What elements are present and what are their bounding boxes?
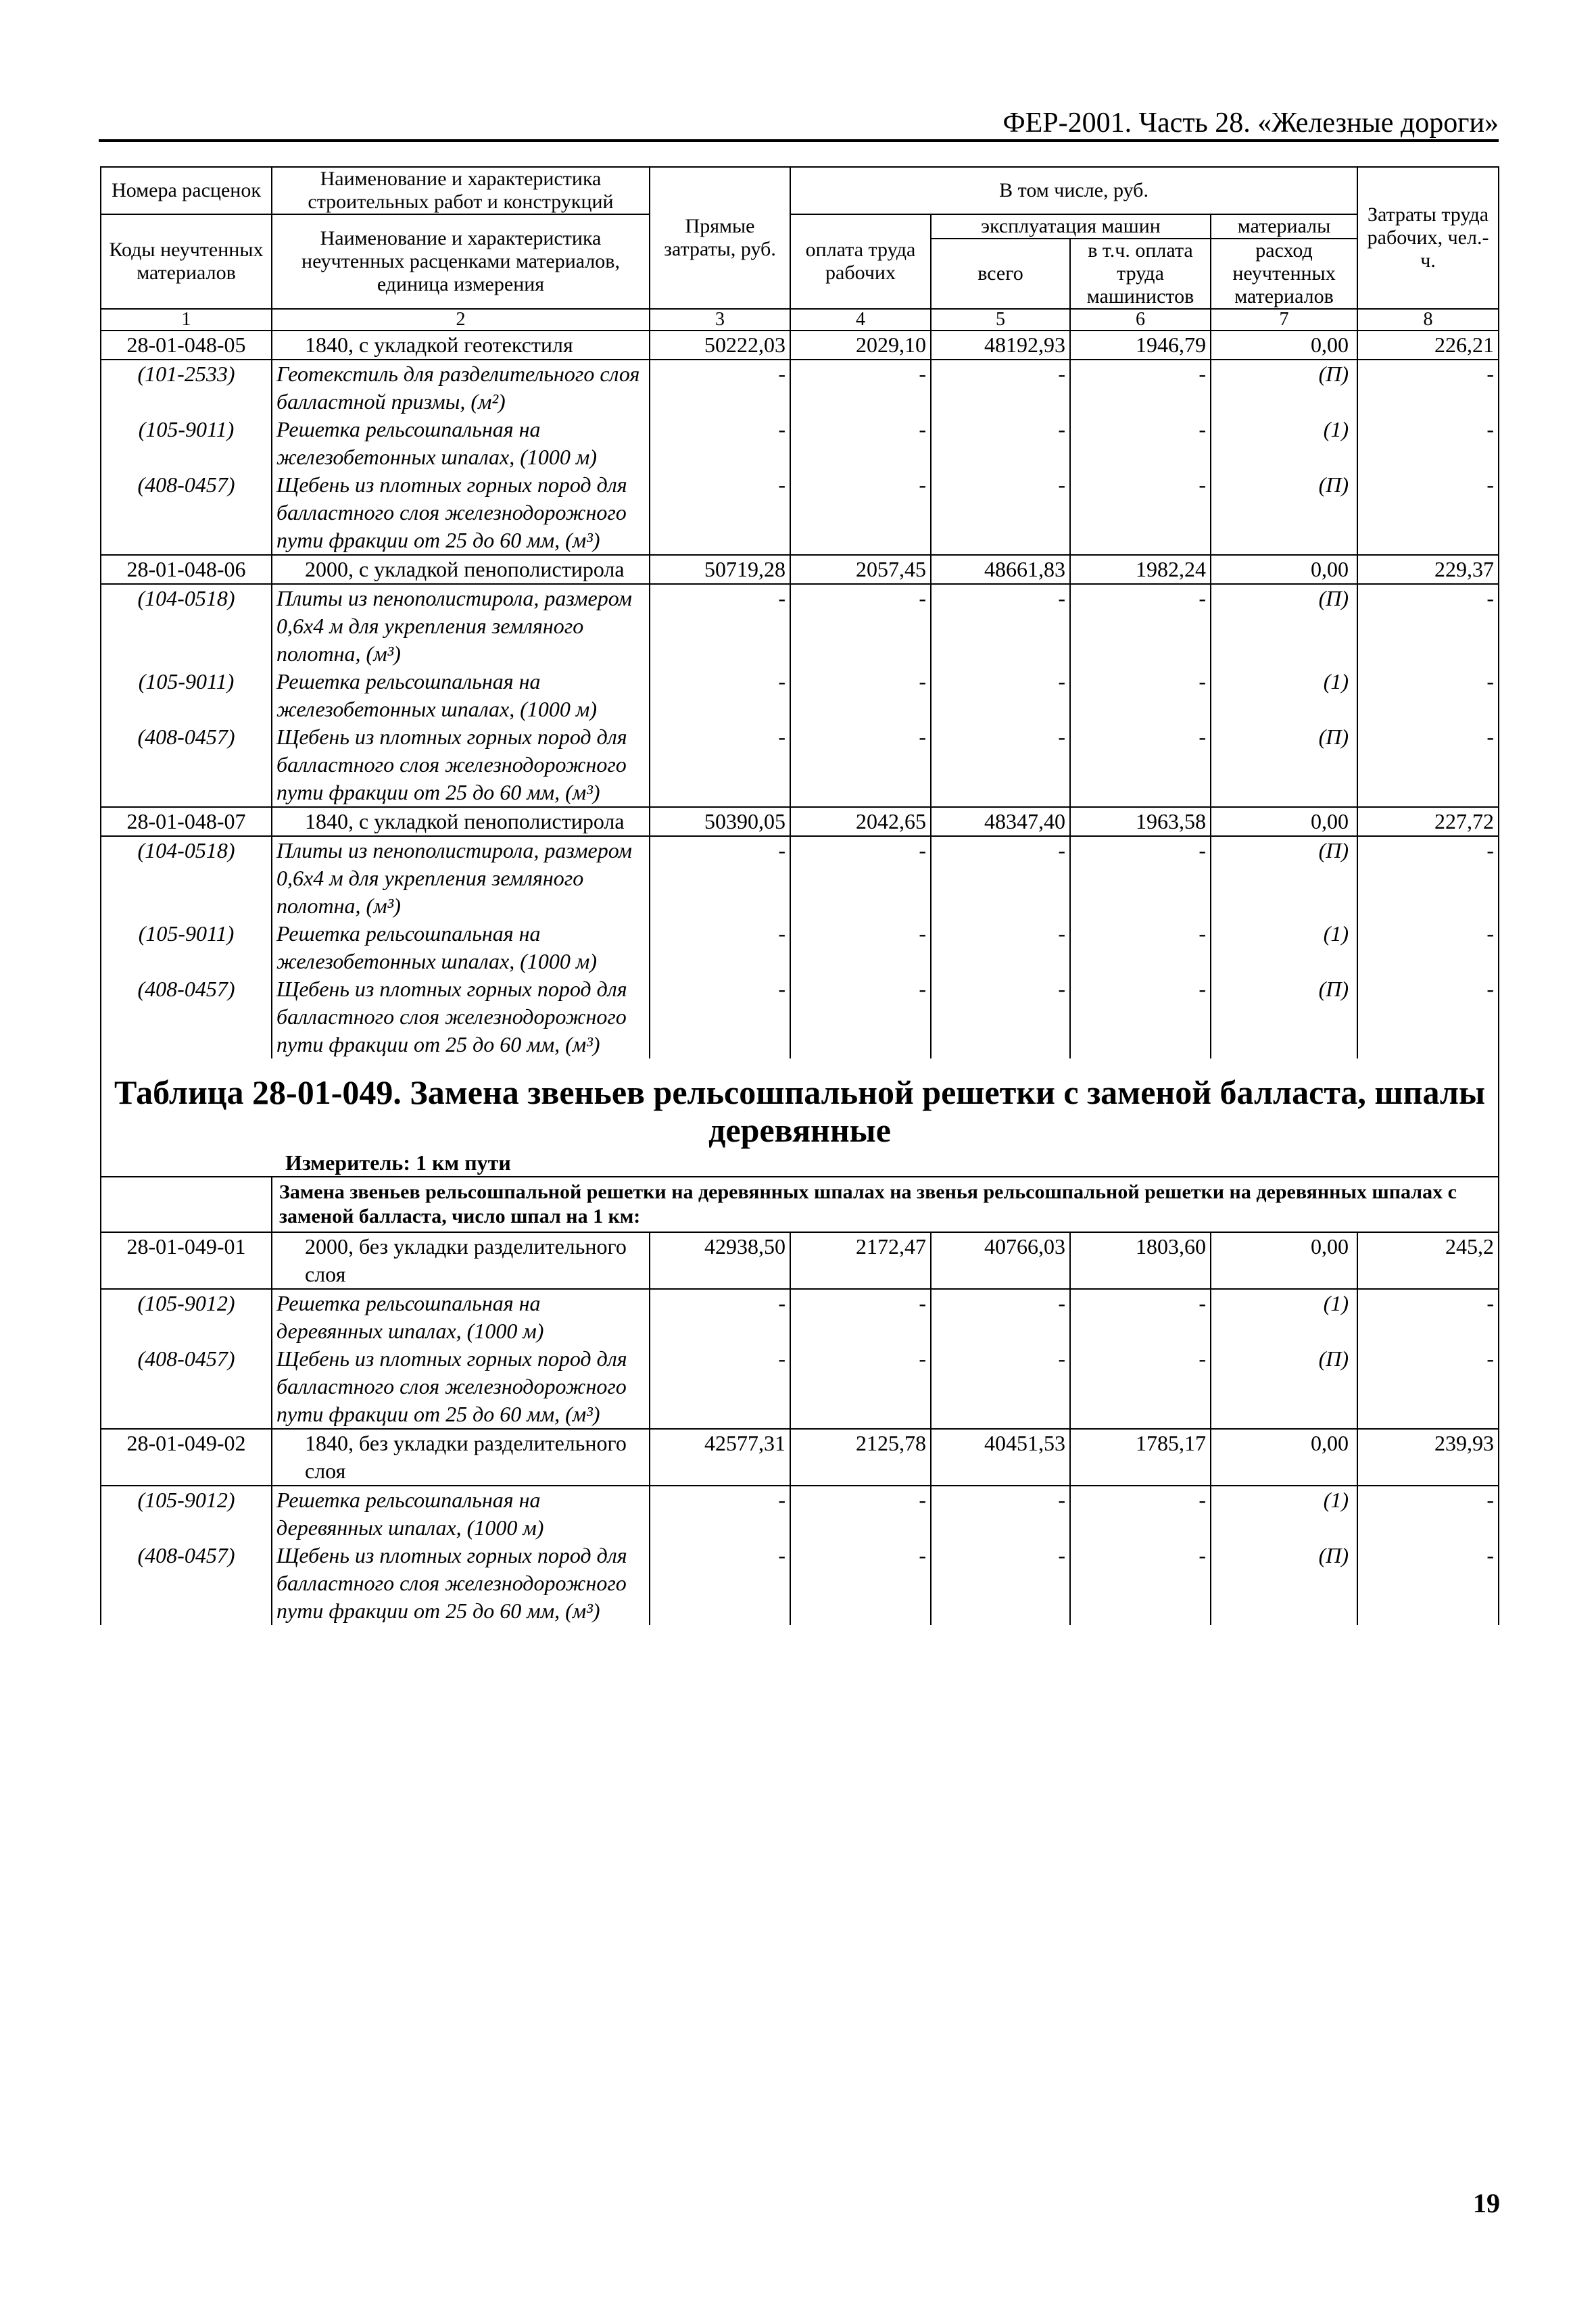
header-direct-costs: Прямые затраты, руб.	[650, 167, 790, 309]
header-material-name: Наименование и характеристика неучтенных расценками материалов, единица измерения	[272, 214, 650, 309]
rate-code-cell: (408-0457)	[101, 1542, 272, 1625]
table-049-title-cell	[101, 1058, 1499, 1177]
rate-name-cell: 1840, без укладки разделительного слоя	[272, 1429, 650, 1486]
labor-pay-cell: -	[790, 836, 931, 920]
header-material-use: расход неучтенных материалов	[1211, 239, 1357, 309]
machines-total-cell: -	[931, 1486, 1070, 1542]
rate-name-cell: Решетка рельсошпальная на деревянных шпалах, (1000 м)	[272, 1486, 650, 1542]
machinist-pay-cell: -	[1070, 1542, 1211, 1625]
rate-name-cell: 1840, с укладкой пенополистирола	[272, 807, 650, 836]
rate-code-cell: (408-0457)	[101, 975, 272, 1058]
direct-cost-cell: 50222,03	[650, 331, 790, 360]
direct-cost-cell: -	[650, 836, 790, 920]
labor-hours-cell: -	[1357, 668, 1499, 723]
rate-name-cell: Щебень из плотных горных пород для балластного слоя железнодорожного пути фракции от 25 до 60 мм, (м³)	[272, 975, 650, 1058]
labor-pay-cell: -	[790, 975, 931, 1058]
material-use-cell: (П)	[1211, 360, 1357, 416]
labor-pay-cell: -	[790, 416, 931, 471]
labor-hours-cell: 226,21	[1357, 331, 1499, 360]
rate-name-cell: Геотекстиль для разделительного слоя балластной призмы, (м²)	[272, 360, 650, 416]
direct-cost-cell: -	[650, 416, 790, 471]
rate-name-cell: Плиты из пенополистирола, размером 0,6х4 м для укрепления земляного полотна, (м³)	[272, 584, 650, 668]
rate-name-cell: Щебень из плотных горных пород для балластного слоя железнодорожного пути фракции от 25 до 60 мм, (м³)	[272, 723, 650, 807]
machines-total-cell: -	[931, 1542, 1070, 1625]
direct-cost-cell: -	[650, 723, 790, 807]
direct-cost-cell: -	[650, 1542, 790, 1625]
rate-code-cell: (105-9012)	[101, 1289, 272, 1345]
labor-hours-cell: -	[1357, 1486, 1499, 1542]
labor-hours-cell: 229,37	[1357, 555, 1499, 584]
column-number: 5	[931, 309, 1070, 331]
rate-code-cell: (408-0457)	[101, 1345, 272, 1429]
rate-name-cell: Решетка рельсошпальная на деревянных шпалах, (1000 м)	[272, 1289, 650, 1345]
machines-total-cell: -	[931, 668, 1070, 723]
machinist-pay-cell: -	[1070, 668, 1211, 723]
labor-hours-cell: -	[1357, 975, 1499, 1058]
labor-hours-cell: -	[1357, 471, 1499, 555]
column-number: 3	[650, 309, 790, 331]
material-row	[101, 1486, 1499, 1542]
machinist-pay-cell: 1963,58	[1070, 807, 1211, 836]
column-number: 1	[101, 309, 272, 331]
labor-hours-cell: 245,2	[1357, 1232, 1499, 1289]
material-use-cell: (1)	[1211, 1289, 1357, 1345]
material-use-cell: (П)	[1211, 975, 1357, 1058]
machinist-pay-cell: -	[1070, 360, 1211, 416]
table-049-title: Таблица 28-01-049. Замена звеньев рельсошпальной решетки с заменой балласта, шпалы деревянные	[114, 1073, 1485, 1149]
table-body-049	[101, 1232, 1499, 1625]
labor-pay-cell: -	[790, 471, 931, 555]
material-row	[101, 584, 1499, 668]
machinist-pay-cell: -	[1070, 1289, 1211, 1345]
rate-name-cell: Решетка рельсошпальная на железобетонных шпалах, (1000 м)	[272, 668, 650, 723]
rate-name-cell: 1840, с укладкой геотекстиля	[272, 331, 650, 360]
material-row	[101, 723, 1499, 807]
labor-pay-cell: 2172,47	[790, 1232, 931, 1289]
column-number: 8	[1357, 309, 1499, 331]
rate-name-cell: Щебень из плотных горных пород для балластного слоя железнодорожного пути фракции от 25 до 60 мм, (м³)	[272, 1542, 650, 1625]
header-rule	[99, 139, 1499, 142]
direct-cost-cell: 42938,50	[650, 1232, 790, 1289]
machines-total-cell: -	[931, 975, 1070, 1058]
material-row	[101, 1289, 1499, 1345]
material-row	[101, 1345, 1499, 1429]
material-row	[101, 836, 1499, 920]
machinist-pay-cell: -	[1070, 1345, 1211, 1429]
material-use-cell: (П)	[1211, 1345, 1357, 1429]
labor-pay-cell: -	[790, 1542, 931, 1625]
machines-total-cell: -	[931, 416, 1070, 471]
machinist-pay-cell: -	[1070, 723, 1211, 807]
rate-code-cell: 28-01-048-05	[101, 331, 272, 360]
rate-row	[101, 807, 1499, 836]
machines-total-cell: 40766,03	[931, 1232, 1070, 1289]
table-049-heading	[101, 1058, 1499, 1232]
direct-cost-cell: -	[650, 975, 790, 1058]
material-use-cell: 0,00	[1211, 331, 1357, 360]
rate-code-cell: (101-2533)	[101, 360, 272, 416]
column-number: 6	[1070, 309, 1211, 331]
labor-hours-cell: -	[1357, 1345, 1499, 1429]
rate-code-cell: 28-01-048-07	[101, 807, 272, 836]
rate-code-cell: (408-0457)	[101, 471, 272, 555]
machinist-pay-cell: -	[1070, 416, 1211, 471]
machines-total-cell: 48661,83	[931, 555, 1070, 584]
material-row	[101, 471, 1499, 555]
labor-pay-cell: 2125,78	[790, 1429, 931, 1486]
labor-pay-cell: 2042,65	[790, 807, 931, 836]
machines-total-cell: 40451,53	[931, 1429, 1070, 1486]
rates-table	[100, 166, 1499, 1625]
machines-total-cell: -	[931, 1289, 1070, 1345]
rate-code-cell: 28-01-049-02	[101, 1429, 272, 1486]
header-material-codes: Коды неучтенных материалов	[101, 214, 272, 309]
direct-cost-cell: -	[650, 360, 790, 416]
direct-cost-cell: -	[650, 1486, 790, 1542]
labor-pay-cell: -	[790, 1289, 931, 1345]
machinist-pay-cell: -	[1070, 471, 1211, 555]
direct-cost-cell: -	[650, 584, 790, 668]
machinist-pay-cell: 1982,24	[1070, 555, 1211, 584]
machinist-pay-cell: -	[1070, 584, 1211, 668]
document-header-title: ФЕР-2001. Часть 28. «Железные дороги»	[1002, 107, 1499, 139]
labor-pay-cell: -	[790, 668, 931, 723]
header-labor-hours: Затраты труда рабочих, чел.-ч.	[1357, 167, 1499, 309]
rate-code-cell: (104-0518)	[101, 836, 272, 920]
labor-hours-cell: -	[1357, 1542, 1499, 1625]
material-use-cell: 0,00	[1211, 1429, 1357, 1486]
header-materials: материалы	[1211, 214, 1357, 239]
labor-pay-cell: 2029,10	[790, 331, 931, 360]
direct-cost-cell: 50390,05	[650, 807, 790, 836]
labor-pay-cell: -	[790, 584, 931, 668]
rate-code-cell: (105-9011)	[101, 920, 272, 975]
material-row	[101, 920, 1499, 975]
labor-hours-cell: 227,72	[1357, 807, 1499, 836]
material-use-cell: (П)	[1211, 1542, 1357, 1625]
machinist-pay-cell: -	[1070, 836, 1211, 920]
machines-total-cell: 48347,40	[931, 807, 1070, 836]
page-number: 19	[1473, 2188, 1500, 2218]
table-body-048	[101, 331, 1499, 1058]
header-machines: эксплуатация машин	[931, 214, 1211, 239]
labor-pay-cell: -	[790, 1486, 931, 1542]
header-machines-total: всего	[931, 239, 1070, 309]
direct-cost-cell: -	[650, 668, 790, 723]
material-use-cell: (П)	[1211, 723, 1357, 807]
rate-code-cell: 28-01-048-06	[101, 555, 272, 584]
column-number: 4	[790, 309, 931, 331]
direct-cost-cell: -	[650, 1289, 790, 1345]
machines-total-cell: -	[931, 360, 1070, 416]
machinist-pay-cell: -	[1070, 975, 1211, 1058]
rate-row	[101, 555, 1499, 584]
column-number: 2	[272, 309, 650, 331]
machinist-pay-cell: 1785,17	[1070, 1429, 1211, 1486]
labor-hours-cell: -	[1357, 1289, 1499, 1345]
labor-pay-cell: -	[790, 1345, 931, 1429]
header-labor-pay: оплата труда рабочих	[790, 214, 931, 309]
material-use-cell: 0,00	[1211, 1232, 1357, 1289]
labor-hours-cell: -	[1357, 360, 1499, 416]
labor-hours-cell: -	[1357, 584, 1499, 668]
header-including: В том числе, руб.	[790, 167, 1357, 214]
machinist-pay-cell: -	[1070, 920, 1211, 975]
labor-hours-cell: -	[1357, 723, 1499, 807]
rate-row	[101, 1429, 1499, 1486]
rate-code-cell: (408-0457)	[101, 723, 272, 807]
material-row	[101, 668, 1499, 723]
labor-hours-cell: 239,93	[1357, 1429, 1499, 1486]
rate-code-cell: (105-9011)	[101, 416, 272, 471]
header-machinist-pay: в т.ч. оплата труда машинистов	[1070, 239, 1211, 309]
direct-cost-cell: 42577,31	[650, 1429, 790, 1486]
material-use-cell: 0,00	[1211, 555, 1357, 584]
machines-total-cell: -	[931, 920, 1070, 975]
material-use-cell: (1)	[1211, 416, 1357, 471]
labor-pay-cell: 2057,45	[790, 555, 931, 584]
material-use-cell: (1)	[1211, 920, 1357, 975]
rate-code-cell: (104-0518)	[101, 584, 272, 668]
material-row	[101, 1542, 1499, 1625]
material-use-cell: (П)	[1211, 584, 1357, 668]
labor-pay-cell: -	[790, 723, 931, 807]
direct-cost-cell: -	[650, 920, 790, 975]
labor-pay-cell: -	[790, 920, 931, 975]
machines-total-cell: -	[931, 471, 1070, 555]
header-work-name: Наименование и характеристика строительных работ и конструкций	[272, 167, 650, 214]
section-heading: Замена звеньев рельсошпальной решетки на деревянных шпалах на звенья рельсошпальной решетки на деревянных шпалах с заменой балласта, число шпал на 1 км:	[272, 1177, 1499, 1232]
material-use-cell: (1)	[1211, 668, 1357, 723]
direct-cost-cell: 50719,28	[650, 555, 790, 584]
column-number: 7	[1211, 309, 1357, 331]
material-use-cell: (П)	[1211, 836, 1357, 920]
machinist-pay-cell: -	[1070, 1486, 1211, 1542]
rate-row	[101, 1232, 1499, 1289]
machinist-pay-cell: 1946,79	[1070, 331, 1211, 360]
machines-total-cell: -	[931, 1345, 1070, 1429]
rate-code-cell: (105-9011)	[101, 668, 272, 723]
rate-code-cell: (105-9012)	[101, 1486, 272, 1542]
labor-hours-cell: -	[1357, 416, 1499, 471]
rate-name-cell: Решетка рельсошпальная на железобетонных шпалах, (1000 м)	[272, 920, 650, 975]
labor-hours-cell: -	[1357, 920, 1499, 975]
machines-total-cell: -	[931, 723, 1070, 807]
rate-name-cell: Щебень из плотных горных пород для балластного слоя железнодорожного пути фракции от 25 до 60 мм, (м³)	[272, 471, 650, 555]
table-049-measure: Измеритель: 1 км пути	[285, 1150, 511, 1175]
machines-total-cell: -	[931, 584, 1070, 668]
material-use-cell: (П)	[1211, 471, 1357, 555]
material-use-cell: (1)	[1211, 1486, 1357, 1542]
rate-name-cell: Решетка рельсошпальная на железобетонных шпалах, (1000 м)	[272, 416, 650, 471]
labor-pay-cell: -	[790, 360, 931, 416]
rate-code-cell: 28-01-049-01	[101, 1232, 272, 1289]
material-row	[101, 416, 1499, 471]
direct-cost-cell: -	[650, 471, 790, 555]
machinist-pay-cell: 1803,60	[1070, 1232, 1211, 1289]
material-row	[101, 360, 1499, 416]
rate-name-cell: 2000, с укладкой пенополистирола	[272, 555, 650, 584]
rate-name-cell: Плиты из пенополистирола, размером 0,6х4 м для укрепления земляного полотна, (м³)	[272, 836, 650, 920]
header-rate-number: Номера расценок	[101, 167, 272, 214]
machines-total-cell: -	[931, 836, 1070, 920]
material-row	[101, 975, 1499, 1058]
rate-name-cell: Щебень из плотных горных пород для балластного слоя железнодорожного пути фракции от 25 до 60 мм, (м³)	[272, 1345, 650, 1429]
rate-name-cell: 2000, без укладки разделительного слоя	[272, 1232, 650, 1289]
material-use-cell: 0,00	[1211, 807, 1357, 836]
labor-hours-cell: -	[1357, 836, 1499, 920]
machines-total-cell: 48192,93	[931, 331, 1070, 360]
section-empty-cell	[101, 1177, 272, 1232]
direct-cost-cell: -	[650, 1345, 790, 1429]
rate-row	[101, 331, 1499, 360]
